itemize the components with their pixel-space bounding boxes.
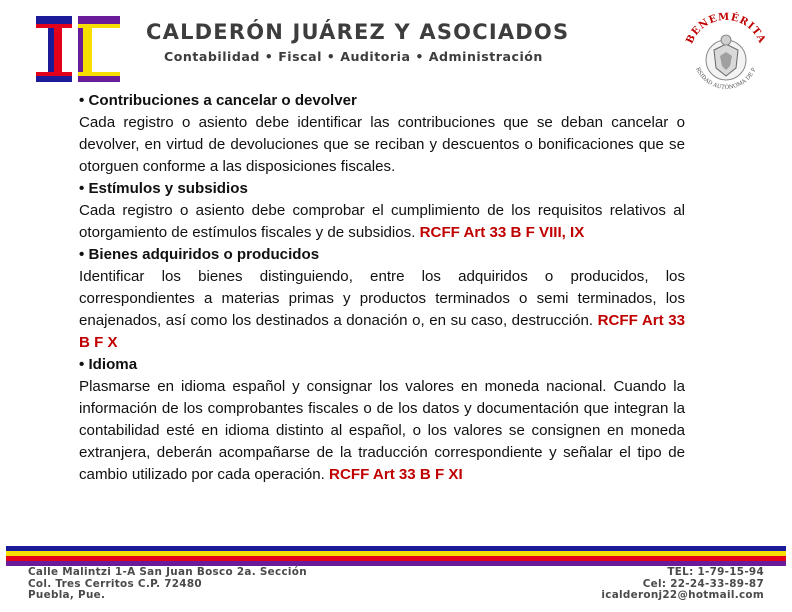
email-address: icalderonj22@hotmail.com	[601, 589, 764, 601]
section-title: • Contribuciones a cancelar o devolver	[79, 92, 357, 109]
section-text: Identificar los bienes distinguiendo, entre los adquiridos o producidos, los correspondientes a materias primas y productos terminados o semi terminados, los enajenados, así como los destinados a donación o, en su caso, destrucción. RCFF Art 33 B F X	[79, 268, 685, 351]
section-text: Cada registro o asiento debe comprobar el cumplimiento de los requisitos relativos al otorgamiento de estímulos fiscales y de subsidios. RCFF Art 33 B F VIII, IX	[79, 202, 685, 241]
legal-reference: RCFF Art 33 B F X	[79, 312, 685, 351]
phone-number: TEL: 1-79-15-94	[667, 566, 764, 578]
footer-color-bars	[6, 546, 786, 566]
section-text: Plasmarse en idioma español y consignar los valores en moneda nacional. Cuando la información de los comprobantes fiscales o de los datos y documentación que integran la contabilidad esté en idioma distinto al español, o los valores se consignen en moneda extranjera, deberán acompañarse de la traducción correspondiente y señalar el tipo de cambio utilizado por cada operación. RCFF Art 33 B F XI	[79, 378, 685, 483]
section-title: • Estímulos y subsidios	[79, 180, 248, 197]
address-line: Calle Malintzi 1-A San Juan Bosco 2a. Sección	[28, 566, 307, 578]
document-body	[79, 90, 685, 486]
footer-contact	[601, 567, 764, 602]
company-name: CALDERÓN JUÁREZ Y ASOCIADOS	[146, 20, 570, 44]
footer-address	[28, 567, 307, 602]
section-text: Cada registro o asiento debe identificar las contribuciones que se deban cancelar o devolver, en virtud de devoluciones que se reciban y descuentos o bonificaciones que se otorguen conforme a las disposiciones fiscales.	[79, 114, 685, 175]
seal-text: BENEMÉRITA	[684, 11, 768, 46]
cell-number: Cel: 22-24-33-89-87	[642, 577, 764, 590]
address-line: Col. Tres Cerritos C.P. 72480	[28, 577, 202, 590]
legal-reference: RCFF Art 33 B F XI	[329, 466, 463, 483]
seal-subtext: RSIDAD AUTÓNOMA DE P	[694, 66, 758, 91]
address-line: Puebla, Pue.	[28, 589, 106, 601]
section-title: • Bienes adquiridos o producidos	[79, 246, 320, 263]
legal-reference: RCFF Art 33 B F VIII, IX	[419, 224, 585, 241]
company-logo	[34, 14, 122, 84]
section-title: • Idioma	[79, 356, 138, 373]
university-seal	[678, 10, 774, 100]
company-services: Contabilidad • Fiscal • Auditoria • Administración	[164, 49, 543, 64]
